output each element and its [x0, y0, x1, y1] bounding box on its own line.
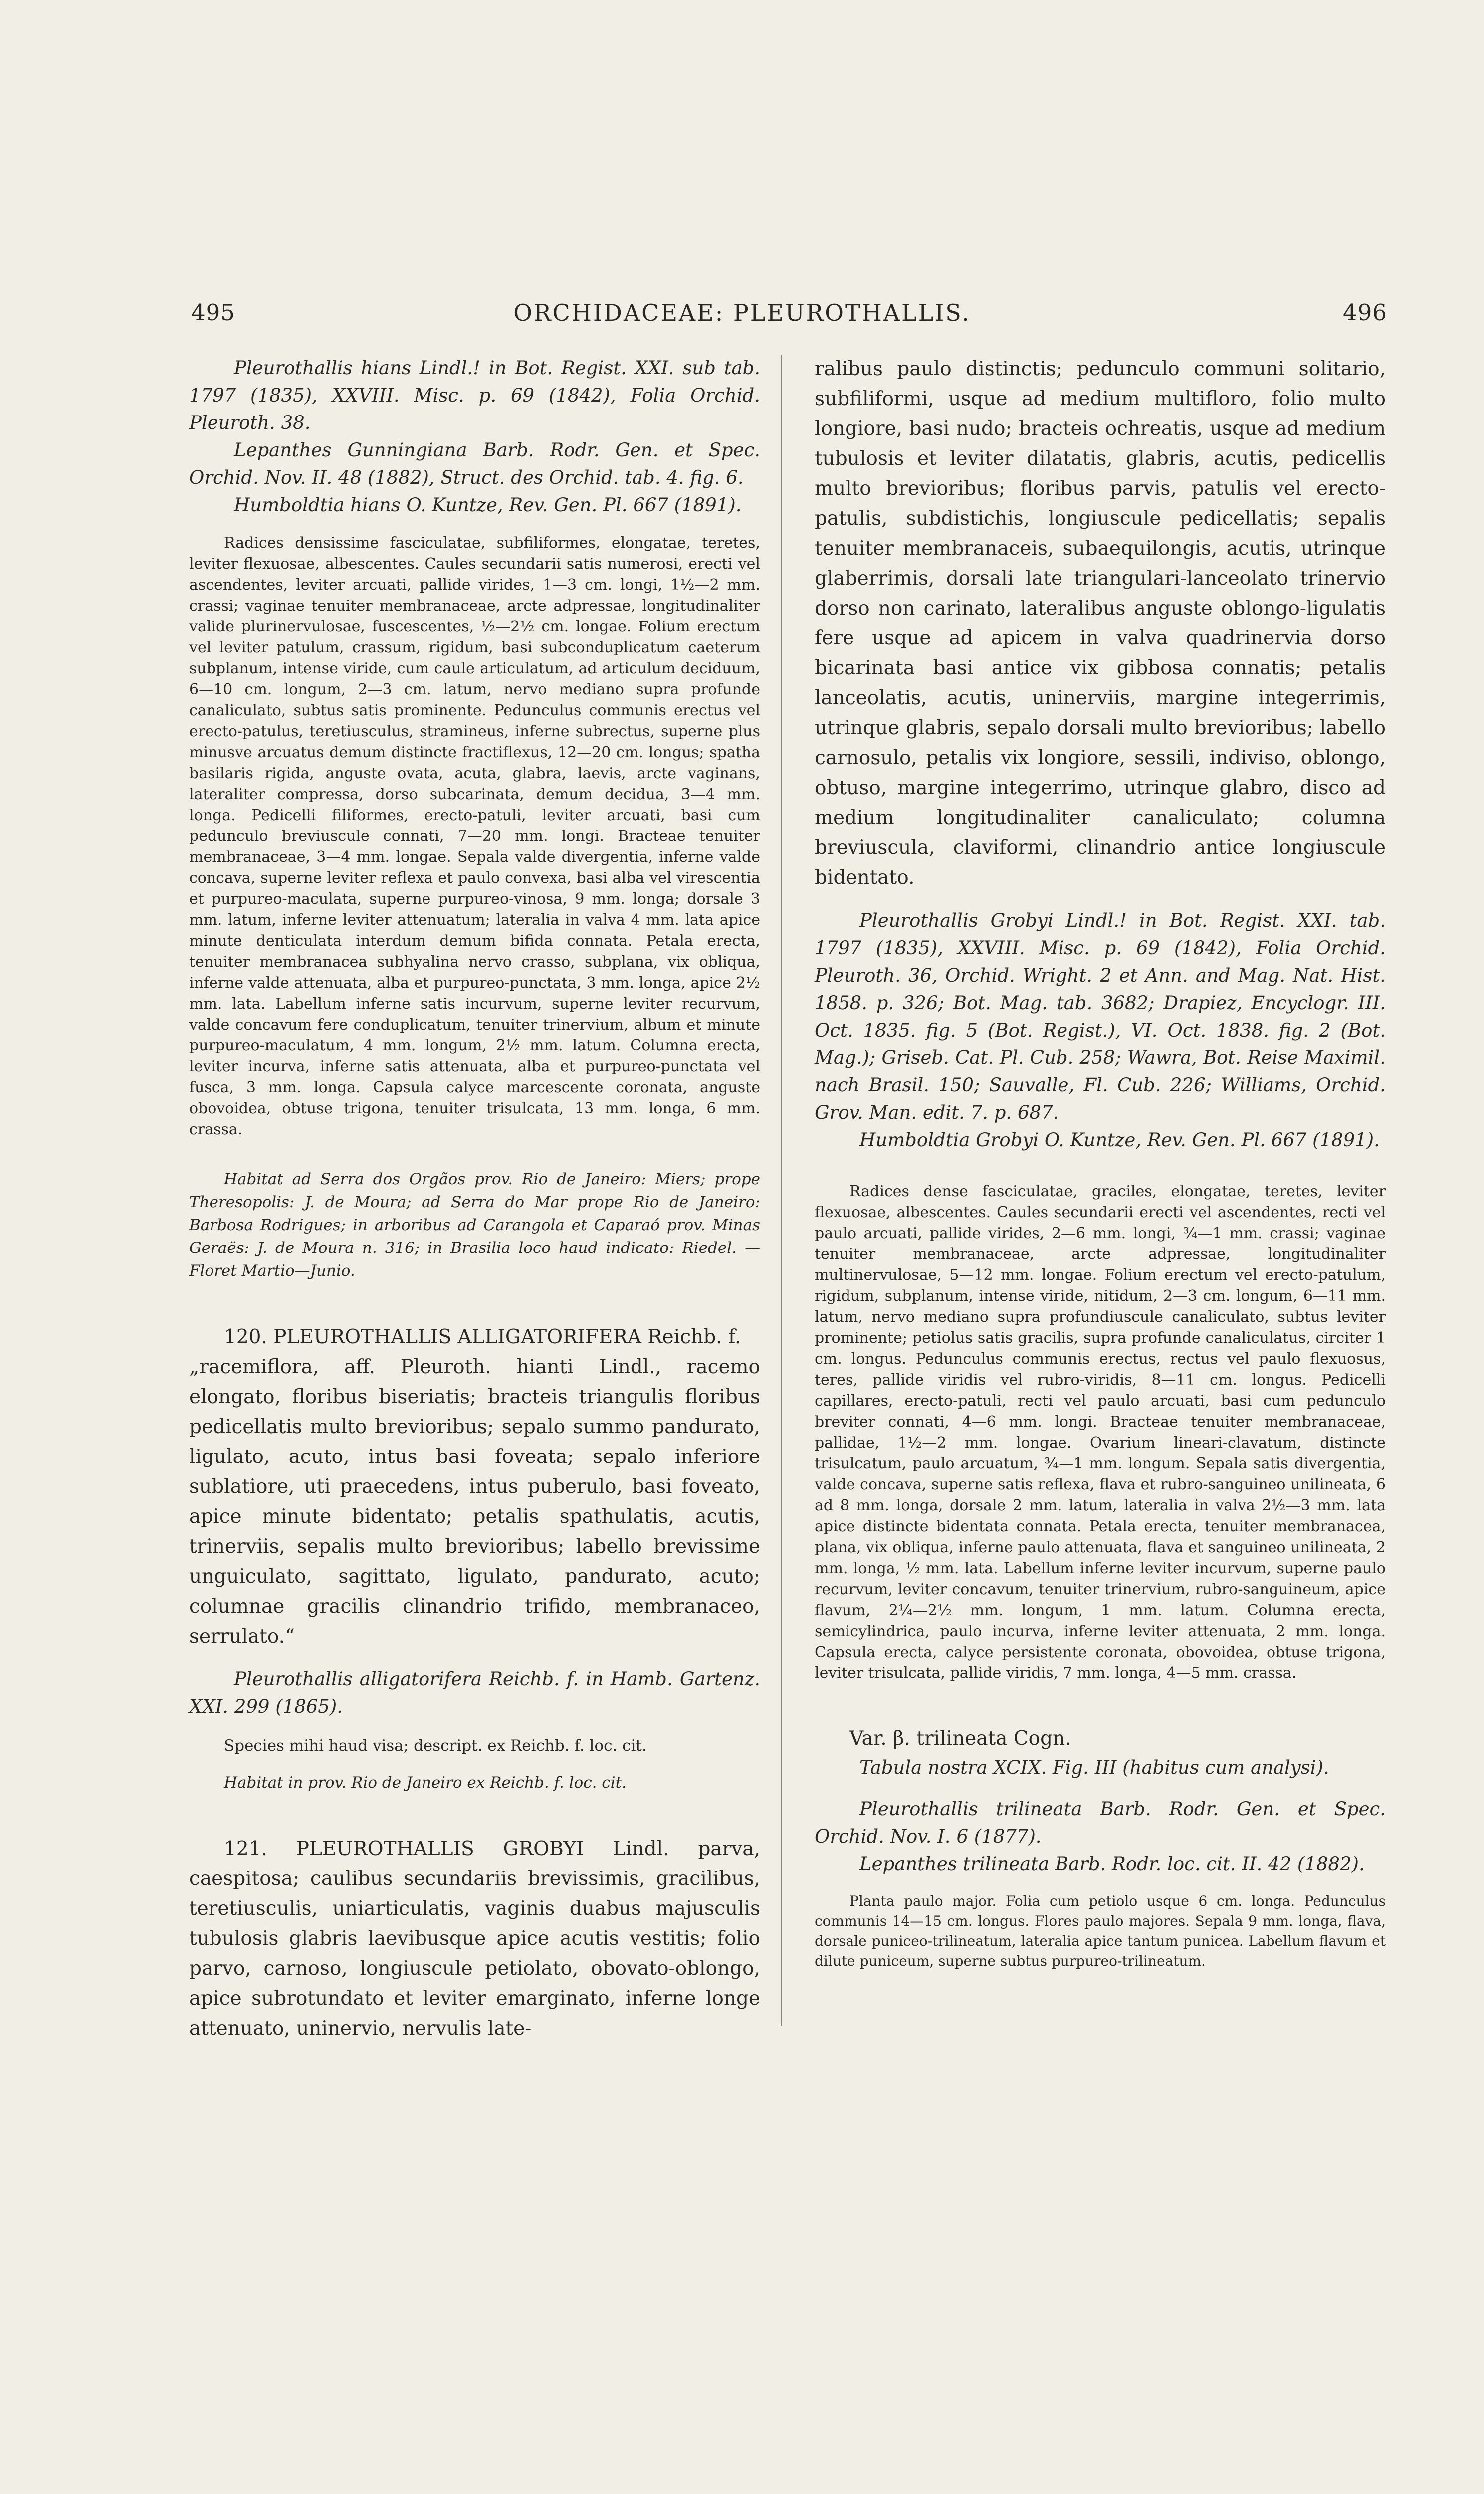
species-entry-121	[189, 1834, 760, 2044]
species-note: Species mihi haud visa; descript. ex Reichb. f. loc. cit.	[224, 1737, 647, 1755]
page-number-right: 496	[1343, 299, 1387, 326]
species-description: Radices dense fasciculatae, graciles, elongatae, teretes, leviter flexuosae, albescentes. Caules secundarii erecti vel ascendentes, recti vel paulo arcuati, pallide virides, 2—6 mm. longi, ¾—1 mm. crassi; vaginae tenuiter membranaceae, arcte adpressae, longitudinaliter multinervulosae, 5—12 mm. longae. Folium erectum vel erecto-patulum, rigidum, subplanum, intense viride, nitidum, 2—3 cm. longum, 6—11 mm. latum, nervo mediano supra profundiuscule canaliculato, subtus leviter prominente; petiolus satis gracilis, supra profunde canaliculatus, circiter 1 cm. longus. Pedunculus communis erectus, rectus vel paulo flexuosus, teres, pallide viridis vel rubro-viridis, 8—11 cm. longus. Pedicelli capillares, erecto-patuli, recti vel paulo arcuati, basi cum pedunculo breviter connati, 4—6 mm. longi. Bracteae tenuiter membranaceae, pallidae, 1½—2 mm. longae. Ovarium lineari-clavatum, distincte trisulcatum, paulo arcuatum, ¾—1 mm. longum. Sepala satis divergentia, valde concava, superne satis reflexa, flava et rubro-sanguineo unilineata, 6 ad 8 mm. longa, dorsale 2 mm. latum, lateralia in valva 2½—3 mm. lata apice distincte bidentata connata. Petala erecta, tenuiter membranacea, plana, vix obliqua, inferne paulo attenuata, flava et sanguineo unilineata, 2 mm. longa, ½ mm. lata. Labellum inferne leviter incurvum, superne paulo recurvum, leviter concavum, tenuiter trinervium, rubro-sanguineum, apice flavum, 2¼—2½ mm. longum, 1 mm. latum. Columna erecta, semicylindrica, paulo incurva, inferne leviter attenuata, 2 mm. longa. Capsula erecta, calyce persistente coronata, obovoidea, obtuse trigona, leviter trisulcata, pallide viridis, 7 mm. longa, 4—5 mm. crassa.	[815, 1183, 1386, 1682]
running-title: ORCHIDACEAE: PLEUROTHALLIS.	[513, 299, 971, 326]
species-diagnosis: „racemiflora, aff. Pleuroth. hianti Lindl., racemo elongato, floribus biseriatis; bracteis triangulis floribus pedicellatis multo brevioribus; sepalo summo pandurato, ligulato, acuto, intus basi foveata; sepalo inferiore sublatiore, uti praecedens, intus puberulo, basi foveato, apice minute bidentato; petalis spathulatis, acutis, trinerviis, sepalis multo brevioribus; labello brevissime unguiculato, sagittato, ligulato, pandurato, acuto; columnae gracilis clinandrio trifido, membranaceo, serrulato.“	[189, 1356, 760, 1648]
synonym-entry: Lepanthes Gunningiana Barb. Rodr. Gen. et Spec. Orchid. Nov. II. 48 (1882), Struct. des Orchid. tab. 4. fig. 6.	[189, 439, 760, 488]
synonym-entry: Humboldtia Grobyi O. Kuntze, Rev. Gen. Pl. 667 (1891).	[859, 1129, 1380, 1151]
synonym-entry: Pleurothallis hians Lindl.! in Bot. Regist. XXI. sub tab. 1797 (1835), XXVIII. Misc. p. 69 (1842), Folia Orchid. Pleuroth. 38.	[189, 357, 760, 433]
variety-heading: Var. β. trilineata Cogn.	[849, 1727, 1071, 1750]
synonym-entry: Humboldtia hians O. Kuntze, Rev. Gen. Pl. 667 (1891).	[234, 494, 742, 516]
habitat-note: Habitat in prov. Rio de Janeiro ex Reichb. f. loc. cit.	[224, 1774, 627, 1792]
synonym-entry: Pleurothallis Grobyi Lindl.! in Bot. Regist. XXI. tab. 1797 (1835), XXVIII. Misc. p. 69 (1842), Folia Orchid. Pleuroth. 36, Orchid. Wright. 2 et Ann. and Mag. Nat. Hist. 1858. p. 326; Bot. Mag. tab. 3682; Drapiez, Encyclogr. III. Oct. 1835. fig. 5 (Bot. Regist.), VI. Oct. 1838. fig. 2 (Bot. Mag.); Griseb. Cat. Pl. Cub. 258; Wawra, Bot. Reise Maximil. nach Brasil. 150; Sauvalle, Fl. Cub. 226; Williams, Orchid. Grov. Man. edit. 7. p. 687.	[815, 910, 1386, 1123]
diagnosis-continuation: ralibus paulo distinctis; pedunculo communi solitario, subfiliformi, usque ad medium multifloro, folio multo longiore, basi nudo; bracteis ochreatis, usque ad medium tubulosis et leviter dilatatis, glabris, acutis, pedicellis multo brevioribus; floribus parvis, patulis vel erecto-patulis, subdistichis, longiuscule pedicellatis; sepalis tenuiter membranaceis, subaequilongis, acutis, utrinque glaberrimis, dorsali late triangulari-lanceolato trinervio dorso non carinato, lateralibus anguste oblongo-ligulatis fere usque ad apicem in valva quadrinervia dorso bicarinata basi antice vix gibbosa connatis; petalis lanceolatis, acutis, uninerviis, margine integerrimis, utrinque glabris, sepalo dorsali multo brevioribus; labello carnosulo, petalis vix longiore, sessili, indiviso, oblongo, obtuso, margine integerrimo, utrinque glabro, disco ad medium longitudinaliter canaliculato; columna breviuscula, claviformi, clinandrio antice longiuscule bidentato.	[815, 358, 1386, 889]
right-column	[815, 354, 1386, 1971]
page-number-left: 495	[191, 299, 235, 326]
synonym-entry: Lepanthes trilineata Barb. Rodr. loc. cit. II. 42 (1882).	[859, 1853, 1365, 1874]
species-heading-121: 121. PLEUROTHALLIS GROBYI Lindl.	[224, 1838, 669, 1860]
habitat-note: Habitat ad Serra dos Orgãos prov. Rio de Janeiro: Miers; prope Theresopolis: J. de Moura; ad Serra do Mar prope Rio de Janeiro: Barbosa Rodrigues; in arboribus ad Carangola et Caparaó prov. Minas Geraës: J. de Moura n. 316; in Brasilia loco haud indicato: Riedel. — Floret Martio—Junio.	[189, 1170, 760, 1280]
synonym-entry: Pleurothallis trilineata Barb. Rodr. Gen. et Spec. Orchid. Nov. I. 6 (1877).	[815, 1798, 1386, 1847]
species-diagnosis: parva, caespitosa; caulibus secundariis brevissimis, gracilibus, teretiusculis, uniarticulatis, vaginis duabus majusculis tubulosis glabris laevibusque apice acutis vestitis; folio parvo, carnoso, longiuscule petiolato, obovato-oblongo, apice subrotundato et leviter emarginato, inferne longe attenuato, uninervio, nervulis late-	[189, 1838, 760, 2040]
variety-description: Planta paulo major. Folia cum petiolo usque 6 cm. longa. Pedunculus communis 14—15 cm. longus. Flores paulo majores. Sepala 9 mm. longa, flava, dorsale puniceo-trilineatum, lateralia apice tantum punicea. Labellum flavum et dilute puniceum, superne subtus purpureo-trilineatum.	[815, 1893, 1386, 1969]
variety-tabula: Tabula nostra XCIX. Fig. III (habitus cum analysi).	[859, 1757, 1329, 1778]
species-heading-120: 120. PLEUROTHALLIS ALLIGATORIFERA Reichb. f.	[224, 1326, 741, 1348]
synonym-entry: Pleurothallis alligatorifera Reichb. f. in Hamb. Gartenz. XXI. 299 (1865).	[189, 1668, 760, 1717]
column-divider	[781, 355, 782, 2026]
left-column	[189, 354, 760, 2044]
species-description: Radices densissime fasciculatae, subfiliformes, elongatae, teretes, leviter flexuosae, albescentes. Caules secundarii satis numerosi, erecti vel ascendentes, leviter arcuati, pallide virides, 1—3 cm. longi, 1½—2 mm. crassi; vaginae tenuiter membranaceae, arcte adpressae, longitudinaliter valide plurinervulosae, fuscescentes, ½—2½ cm. longae. Folium erectum vel leviter patulum, crassum, rigidum, basi subconduplicatum caeterum subplanum, intense viride, cum caule articulatum, ad articulum deciduum, 6—10 cm. longum, 2—3 cm. latum, nervo mediano supra profunde canaliculato, subtus satis prominente. Pedunculus communis erectus vel erecto-patulus, teretiusculus, stramineus, inferne subrectus, superne plus minusve arcuatus demum distincte fractiflexus, 12—20 cm. longus; spatha basilaris rigida, anguste ovata, acuta, glabra, laevis, arcte vaginans, lateraliter compressa, dorso subcarinata, demum decidua, 3—4 mm. longa. Pedicelli filiformes, erecto-patuli, leviter arcuati, basi cum pedunculo breviuscule connati, 7—20 mm. longi. Bracteae tenuiter membranaceae, 3—4 mm. longae. Sepala valde divergentia, inferne valde concava, superne leviter reflexa et paulo convexa, basi alba vel virescentia et purpureo-maculata, superne purpureo-vinosa, 9 mm. longa; dorsale 3 mm. latum, inferne leviter attenuatum; lateralia in valva 4 mm. lata apice minute denticulata interdum demum bifida connata. Petala erecta, tenuiter membranacea subhyalina nervo crasso, subplana, vix obliqua, inferne valde attenuata, alba et purpureo-punctata, 3 mm. longa, apice 2½ mm. lata. Labellum inferne satis incurvum, superne leviter recurvum, valde concavum fere conduplicatum, tenuiter trinervium, album et minute purpureo-maculatum, 4 mm. longum, 2½ mm. latum. Columna erecta, leviter incurva, inferne satis attenuata, alba et purpureo-punctata vel fusca, 3 mm. longa. Capsula calyce marcescente coronata, anguste obovoidea, obtuse trigona, tenuiter trisulcata, 13 mm. longa, 6 mm. crassa.	[189, 534, 760, 1138]
